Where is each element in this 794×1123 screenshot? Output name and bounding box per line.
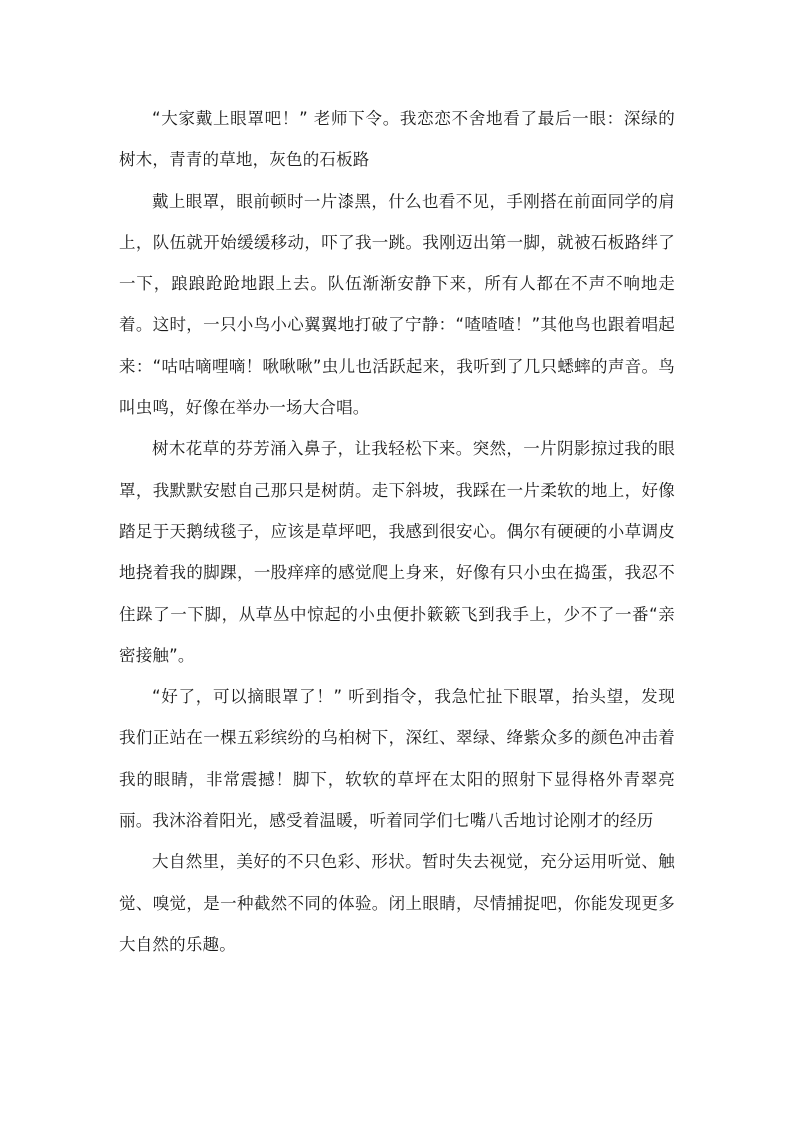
essay-body [119,98,675,965]
paragraph-1: “大家戴上眼罩吧！” 老师下令。我恋恋不舍地看了最后一眼：深绿的树木，青青的草地，灰色的石板路 [119,109,675,170]
paragraph-2: 戴上眼罩，眼前顿时一片漆黑，什么也看不见，手刚搭在前面同学的肩上，队伍就开始缓缓移动，吓了我一跳。我刚迈出第一脚，就被石板路绊了一下，踉踉跄跄地跟上去。队伍渐渐安静下来，所有人都在不声不响地走着。这时，一只小鸟小心翼翼地打破了宁静：“喳喳喳！”其他鸟也跟着唱起来：“咕咕嘀哩嘀！啾啾啾”虫儿也活跃起来，我听到了几只蟋蟀的声音。鸟叫虫鸣，好像在举办一场大合唱。 [119,191,675,418]
paragraph-4: “好了，可以摘眼罩了！” 听到指令，我急忙扯下眼罩，抬头望，发现我们正站在一棵五彩缤纷的乌桕树下，深红、翠绿、绛紫众多的颜色冲击着我的眼睛，非常震撼！脚下，软软的草坪在太阳的照射下显得格外青翠亮丽。我沐浴着阳光，感受着温暖，听着同学们七嘴八舌地讨论刚才的经历 [119,687,675,831]
paragraph-5: 大自然里，美好的不只色彩、形状。暂时失去视觉，充分运用听觉、触觉、嗅觉，是一种截然不同的体验。闭上眼睛，尽情捕捉吧，你能发现更多大自然的乐趣。 [119,852,675,954]
paragraph-3: 树木花草的芬芳涌入鼻子，让我轻松下来。突然，一片阴影掠过我的眼罩，我默默安慰自己那只是树荫。走下斜坡，我踩在一片柔软的地上，好像踏足于天鹅绒毯子，应该是草坪吧，我感到很安心。偶尔有硬硬的小草调皮地挠着我的脚踝，一股痒痒的感觉爬上身来，好像有只小虫在捣蛋，我忍不住跺了一下脚，从草丛中惊起的小虫便扑簌簌飞到我手上，少不了一番“亲密接触”。 [119,439,675,665]
